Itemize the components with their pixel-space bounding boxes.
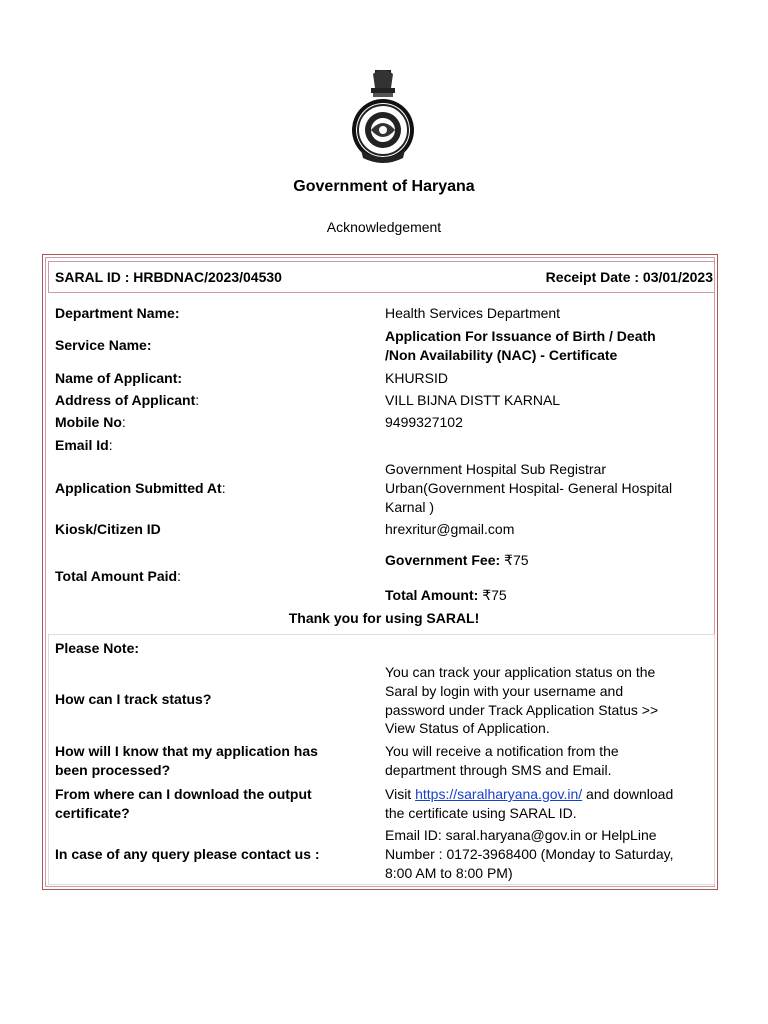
download-prefix: Visit bbox=[385, 786, 416, 802]
track-answer-line2: Saral by login with your username and bbox=[385, 683, 624, 699]
track-question: How can I track status? bbox=[55, 691, 212, 707]
processed-question-line2: been processed? bbox=[55, 762, 171, 778]
thanks-message: Thank you for using SARAL! bbox=[288, 610, 480, 626]
mobile-row-label bbox=[55, 413, 126, 432]
processed-question-line1: How will I know that my application has bbox=[55, 743, 318, 759]
total-amount-label: Total Amount: bbox=[385, 587, 479, 603]
applicant-value: KHURSID bbox=[385, 370, 449, 386]
gov-fee-label: Government Fee: bbox=[385, 552, 501, 568]
service-label: Service Name: bbox=[55, 337, 152, 353]
address-label: Address of Applicant bbox=[55, 392, 196, 408]
download-question-line1: From where can I download the output bbox=[55, 786, 312, 802]
total-amount-value: ₹75 bbox=[482, 587, 507, 603]
department-label: Department Name: bbox=[55, 305, 180, 321]
submitted-row-label bbox=[55, 479, 226, 498]
receipt-date: Receipt Date : 03/01/2023 bbox=[545, 269, 713, 285]
processed-answer-line2: department through SMS and Email. bbox=[385, 762, 612, 778]
notes-heading: Please Note: bbox=[55, 640, 140, 656]
download-suffix: and download bbox=[582, 786, 674, 802]
contact-question: In case of any query please contact us : bbox=[55, 846, 320, 862]
total-amount-row bbox=[385, 586, 507, 605]
service-value-line1: Application For Issuance of Birth / Death bbox=[385, 328, 656, 344]
track-answer-line4: View Status of Application. bbox=[385, 720, 550, 736]
submitted-value-line3: Karnal ) bbox=[385, 499, 435, 515]
mobile-label: Mobile No bbox=[55, 414, 122, 430]
download-answer-line2: the certificate using SARAL ID. bbox=[385, 805, 577, 821]
mobile-colon: : bbox=[121, 414, 126, 430]
gov-fee-value: ₹75 bbox=[504, 552, 529, 568]
address-colon: : bbox=[195, 392, 200, 408]
track-answer-line3: password under Track Application Status >> bbox=[385, 702, 659, 718]
page-subtitle: Acknowledgement bbox=[326, 219, 442, 235]
address-row-label bbox=[55, 391, 199, 410]
download-answer-line1 bbox=[385, 785, 673, 804]
haryana-emblem-icon bbox=[347, 68, 419, 166]
processed-answer-line1: You will receive a notification from the bbox=[385, 743, 619, 759]
contact-answer-line1: Email ID: saral.haryana@gov.in or HelpLine bbox=[385, 827, 657, 843]
saral-portal-link[interactable]: https://saralharyana.gov.in/ bbox=[415, 786, 583, 802]
mobile-value: 9499327102 bbox=[385, 414, 463, 430]
kiosk-value: hrexritur@gmail.com bbox=[385, 521, 515, 537]
contact-answer-line2: Number : 0172-3968400 (Monday to Saturday, bbox=[385, 846, 674, 862]
email-row-label bbox=[55, 436, 113, 455]
contact-answer-line3: 8:00 AM to 8:00 PM) bbox=[385, 865, 513, 881]
gov-fee-row bbox=[385, 551, 529, 570]
email-label: Email Id bbox=[55, 437, 109, 453]
saral-id: SARAL ID : HRBDNAC/2023/04530 bbox=[55, 269, 282, 285]
submitted-colon: : bbox=[221, 480, 226, 496]
page-title: Government of Haryana bbox=[293, 178, 475, 195]
submitted-value-line2: Urban(Government Hospital- General Hospital bbox=[385, 480, 673, 496]
total-paid-label: Total Amount Paid bbox=[55, 568, 178, 584]
service-value-line2: /Non Availability (NAC) - Certificate bbox=[385, 347, 618, 363]
applicant-label: Name of Applicant: bbox=[55, 370, 183, 386]
submitted-value-line1: Government Hospital Sub Registrar bbox=[385, 461, 606, 477]
download-question-line2: certificate? bbox=[55, 805, 130, 821]
kiosk-label: Kiosk/Citizen ID bbox=[55, 521, 161, 537]
total-paid-row-label bbox=[55, 567, 181, 586]
department-value: Health Services Department bbox=[385, 305, 561, 321]
email-colon: : bbox=[108, 437, 113, 453]
total-paid-colon: : bbox=[177, 568, 181, 584]
submitted-label: Application Submitted At bbox=[55, 480, 222, 496]
address-value: VILL BIJNA DISTT KARNAL bbox=[385, 392, 561, 408]
track-answer-line1: You can track your application status on the bbox=[385, 664, 656, 680]
